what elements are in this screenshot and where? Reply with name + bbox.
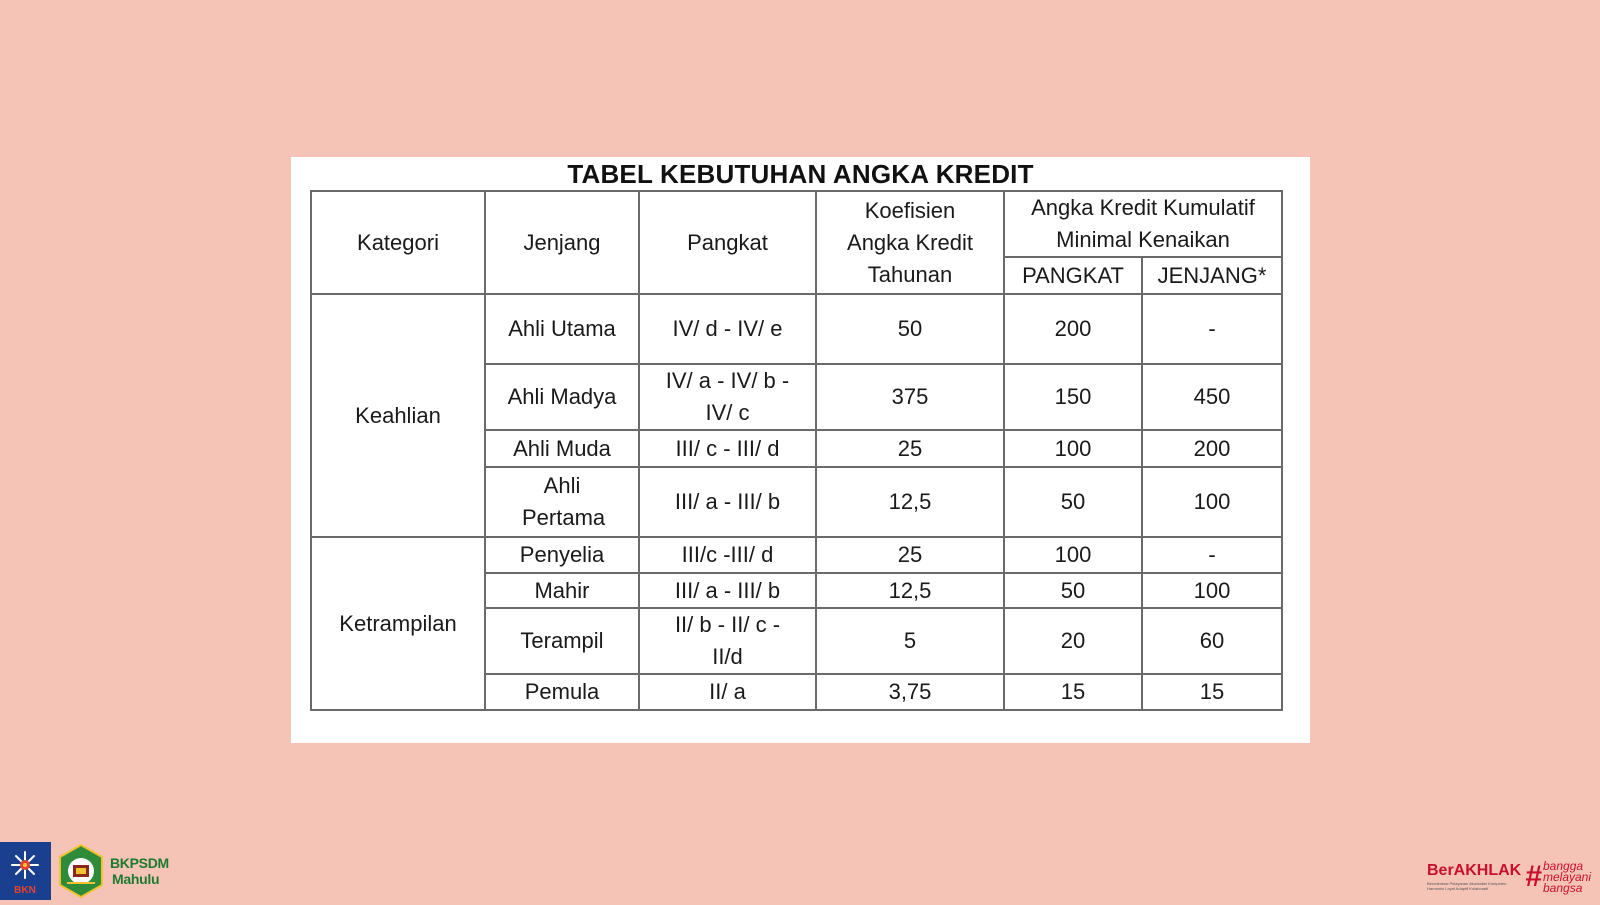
kum-pangkat-cell: 200 (1004, 294, 1142, 364)
jenjang-cell: Ahli Muda (485, 430, 639, 467)
pangkat-cell: II/ a (639, 674, 816, 710)
pangkat-cell: III/c -III/ d (639, 537, 816, 573)
header-pangkat: Pangkat (639, 191, 816, 294)
koefisien-cell: 5 (816, 608, 1004, 674)
pangkat-cell: II/ b - II/ c - II/d (639, 608, 816, 674)
jenjang-cell: Terampil (485, 608, 639, 674)
kum-jenjang-cell: - (1142, 294, 1282, 364)
koefisien-cell: 25 (816, 537, 1004, 573)
jenjang-cell: Mahir (485, 573, 639, 608)
kum-jenjang-cell: 200 (1142, 430, 1282, 467)
table-row (311, 537, 1282, 573)
koefisien-cell: 25 (816, 430, 1004, 467)
bkpsdm-line1: BKPSDM (110, 855, 169, 871)
header-sub-jenjang: JENJANG* (1142, 257, 1282, 294)
jenjang-cell: Ahli Madya (485, 364, 639, 430)
koefisien-cell: 375 (816, 364, 1004, 430)
hashtag-icon: # (1525, 860, 1542, 893)
kum-pangkat-cell: 100 (1004, 537, 1142, 573)
melayani-word: melayani (1543, 870, 1592, 884)
kum-jenjang-cell: 450 (1142, 364, 1282, 430)
berakhlak-tagline: Berorientasi Pelayanan Akuntabel Kompeten Harmonis Loyal Adaptif Kolaboratif (1427, 881, 1507, 891)
bkpsdm-wordmark (110, 855, 169, 887)
table-card (291, 157, 1310, 743)
kum-pangkat-cell: 15 (1004, 674, 1142, 710)
pangkat-cell: III/ a - III/ b (639, 467, 816, 537)
header-kategori: Kategori (311, 191, 485, 294)
header-sub-pangkat: PANGKAT (1004, 257, 1142, 294)
koefisien-cell: 3,75 (816, 674, 1004, 710)
bangga-word: bangga (1543, 859, 1584, 873)
bkn-logo (0, 842, 51, 900)
table-row (311, 294, 1282, 364)
jenjang-cell: Ahli Utama (485, 294, 639, 364)
berakhlak-logo: BerAKHLAK (1427, 862, 1522, 879)
koefisien-cell: 12,5 (816, 467, 1004, 537)
pangkat-cell: III/ c - III/ d (639, 430, 816, 467)
credit-table (310, 190, 1283, 711)
kum-jenjang-cell: - (1142, 537, 1282, 573)
bangga-melayani-bangsa-logo (1525, 860, 1595, 894)
category-cell: Keahlian (311, 294, 485, 537)
jenjang-cell: Pemula (485, 674, 639, 710)
page-title: TABEL KEBUTUHAN ANGKA KREDIT (567, 159, 1034, 189)
jenjang-cell: Penyelia (485, 537, 639, 573)
kum-pangkat-cell: 100 (1004, 430, 1142, 467)
pangkat-cell: III/ a - III/ b (639, 573, 816, 608)
kum-jenjang-cell: 100 (1142, 573, 1282, 608)
koefisien-cell: 50 (816, 294, 1004, 364)
bkpsdm-line2: Mahulu (112, 871, 160, 887)
svg-text:BKN: BKN (14, 885, 36, 896)
kum-jenjang-cell: 15 (1142, 674, 1282, 710)
koefisien-cell: 12,5 (816, 573, 1004, 608)
kum-jenjang-cell: 60 (1142, 608, 1282, 674)
category-cell: Ketrampilan (311, 537, 485, 710)
header-kumulatif: Angka Kredit Kumulatif Minimal Kenaikan (1004, 191, 1282, 257)
bkn-emblem-icon (0, 842, 51, 900)
kum-jenjang-cell: 100 (1142, 467, 1282, 537)
mahulu-emblem-icon (57, 843, 105, 899)
header-jenjang: Jenjang (485, 191, 639, 294)
kum-pangkat-cell: 20 (1004, 608, 1142, 674)
kum-pangkat-cell: 150 (1004, 364, 1142, 430)
jenjang-cell: Ahli Pertama (485, 467, 639, 537)
kum-pangkat-cell: 50 (1004, 573, 1142, 608)
bangsa-word: bangsa (1543, 881, 1583, 895)
header-koefisien: Koefisien Angka Kredit Tahunan (816, 191, 1004, 294)
pangkat-cell: IV/ d - IV/ e (639, 294, 816, 364)
pangkat-cell: IV/ a - IV/ b - IV/ c (639, 364, 816, 430)
kum-pangkat-cell: 50 (1004, 467, 1142, 537)
